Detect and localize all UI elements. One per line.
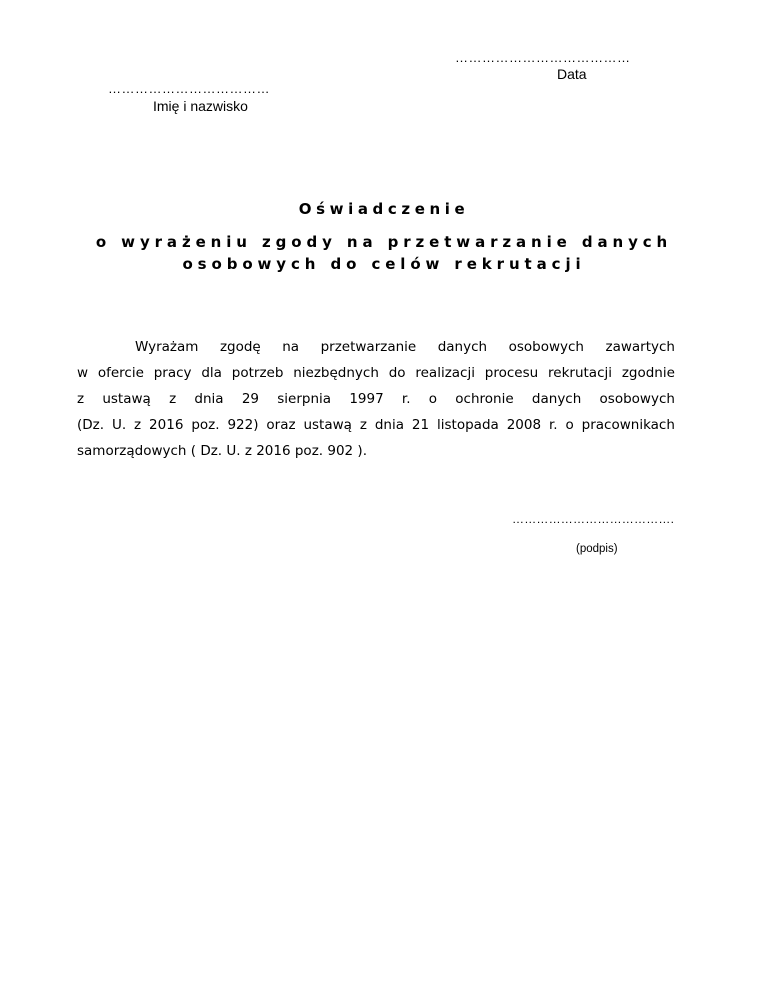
body-word: 922) bbox=[227, 417, 259, 433]
body-line-4 bbox=[77, 416, 675, 434]
body-line-2 bbox=[77, 364, 675, 382]
name-dotted-line: ……………………………… bbox=[108, 81, 270, 96]
document-subtitle-line-2: osobowych do celów rekrutacji bbox=[182, 255, 586, 273]
body-word: z bbox=[77, 391, 85, 407]
body-word: 29 bbox=[241, 391, 260, 407]
body-word: dnia bbox=[194, 391, 224, 407]
body-word: 2016 bbox=[149, 417, 184, 433]
body-word: oraz bbox=[266, 417, 296, 433]
body-word: procesu bbox=[484, 365, 539, 381]
signature-dotted-line: …………………………………. bbox=[512, 512, 675, 526]
body-word: danych bbox=[531, 391, 582, 407]
body-word: r. bbox=[401, 391, 411, 407]
body-word: niezbędnych bbox=[293, 365, 379, 381]
document-title: Oświadczenie bbox=[298, 200, 470, 218]
body-word: dla bbox=[201, 365, 222, 381]
body-word: osobowych bbox=[508, 339, 584, 355]
document-subtitle-line-1: o wyrażeniu zgody na przetwarzanie danych bbox=[95, 233, 673, 251]
signature-label: (podpis) bbox=[576, 543, 618, 555]
body-word: realizacji bbox=[415, 365, 475, 381]
body-word: 2008 bbox=[506, 417, 542, 433]
body-word: zawartych bbox=[605, 339, 675, 355]
body-word: ochronie bbox=[455, 391, 514, 407]
body-word: sierpnia bbox=[277, 391, 332, 407]
body-word: w bbox=[77, 365, 89, 381]
body-word: listopada bbox=[437, 417, 499, 433]
body-word: o bbox=[565, 417, 574, 433]
body-word: osobowych bbox=[599, 391, 675, 407]
body-word: poz. bbox=[191, 417, 220, 433]
body-word: do bbox=[388, 365, 406, 381]
body-word: 1997 bbox=[349, 391, 384, 407]
name-label: Imię i nazwisko bbox=[153, 98, 248, 114]
body-line-3 bbox=[77, 390, 675, 408]
body-word: r. bbox=[548, 417, 558, 433]
body-word: na bbox=[282, 339, 300, 355]
body-word: rekrutacji bbox=[548, 365, 612, 381]
body-line-1 bbox=[135, 338, 675, 356]
body-word: U. bbox=[111, 417, 127, 433]
body-word: Wyrażam bbox=[135, 339, 199, 355]
body-line-5: samorządowych ( Dz. U. z 2016 poz. 902 ). bbox=[77, 443, 367, 459]
body-word: z bbox=[134, 417, 142, 433]
date-dotted-line: ………………………………… bbox=[455, 50, 631, 65]
body-word: ofercie bbox=[97, 365, 144, 381]
body-word: przetwarzanie bbox=[320, 339, 417, 355]
body-word: zgodnie bbox=[621, 365, 675, 381]
body-word: 21 bbox=[411, 417, 430, 433]
body-word: (Dz. bbox=[77, 417, 105, 433]
body-word: zgodę bbox=[219, 339, 261, 355]
body-word: z bbox=[169, 391, 177, 407]
date-label: Data bbox=[557, 66, 587, 82]
body-word: dnia bbox=[374, 417, 405, 433]
body-word: potrzeb bbox=[231, 365, 284, 381]
body-word: pracy bbox=[153, 365, 192, 381]
body-word: danych bbox=[437, 339, 488, 355]
body-word: ustawą bbox=[303, 417, 352, 433]
body-word: o bbox=[428, 391, 438, 407]
body-word: pracownikach bbox=[581, 417, 675, 433]
body-word: z bbox=[359, 417, 367, 433]
body-word: ustawą bbox=[102, 391, 151, 407]
